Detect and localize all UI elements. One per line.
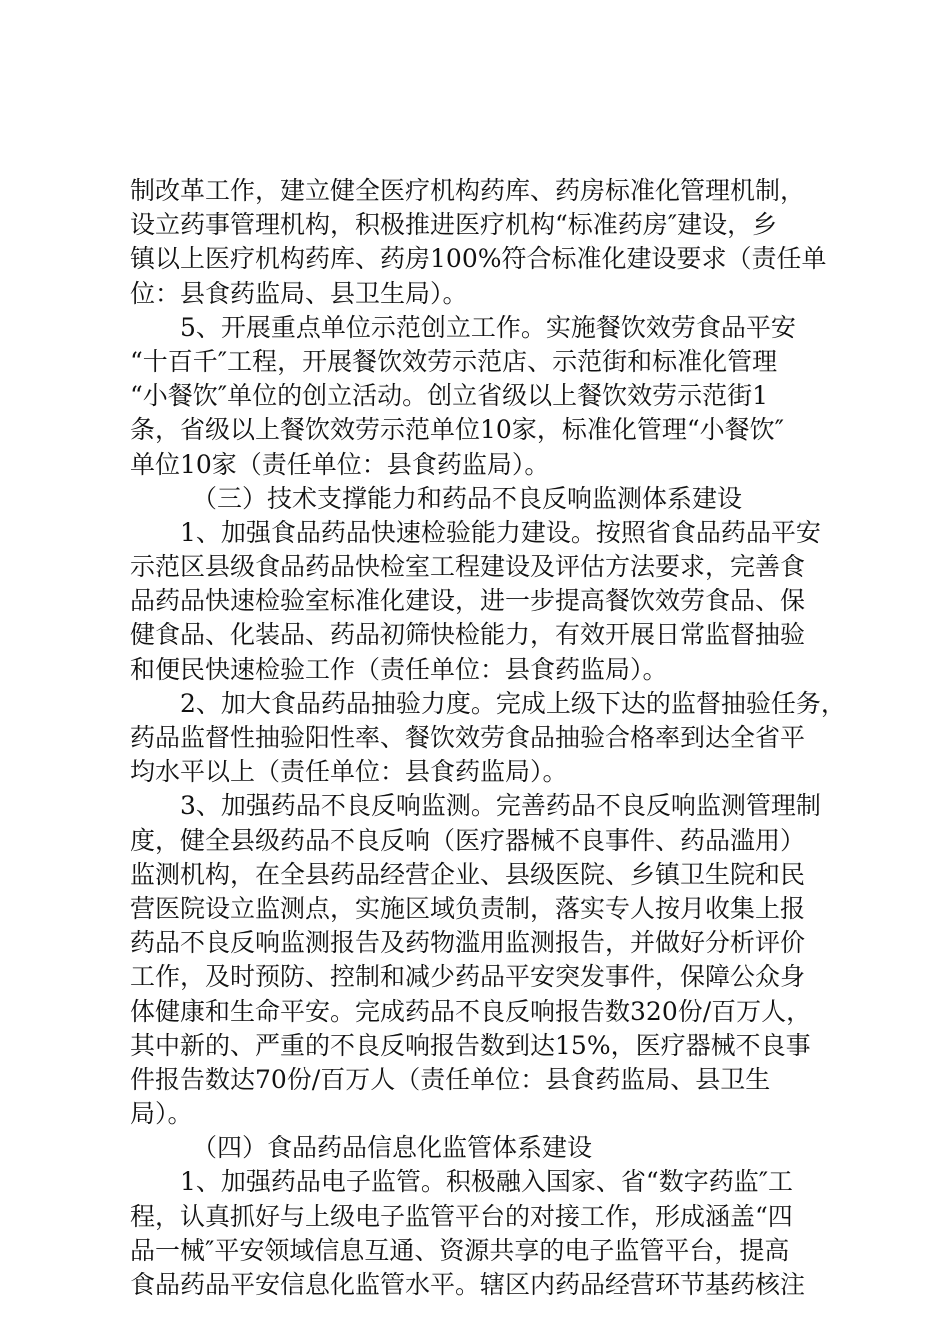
text-line: 局）。 — [130, 1099, 193, 1129]
text-line: 和便民快速检验工作（责任单位：县食药监局）。 — [130, 654, 668, 684]
text-line: 制改革工作，建立健全医疗机构药库、药房标准化管理机制， — [130, 176, 806, 205]
text-line: 1、加强药品电子监管。积极融入国家、省“数字药监″工 — [180, 1167, 794, 1197]
text-line: 镇以上医疗机构药库、药房100%符合标准化建设要求（责任单 — [130, 244, 827, 274]
text-line: 均水平以上（责任单位：县食药监局）。 — [130, 757, 568, 787]
text-line: 品一械″平安领域信息互通、资源共享的电子监管平台，提高 — [130, 1235, 790, 1265]
text-line: 程，认真抓好与上级电子监管平台的对接工作，形成涵盖“四 — [130, 1201, 793, 1231]
text-line: 体健康和生命平安。完成药品不良反响报告数320份/百万人， — [130, 996, 812, 1026]
text-line: “十百千″工程，开展餐饮效劳示范店、示范街和标准化管理 — [130, 346, 778, 376]
text-line: 营医院设立监测点，实施区域负责制，落实专人按月收集上报 — [130, 893, 806, 923]
text-line: 工作，及时预防、控制和减少药品平安突发事件，保障公众身 — [130, 962, 806, 992]
text-line: 度，健全县级药品不良反响（医疗器械不良事件、药品滥用） — [130, 825, 806, 855]
text-line: 1、加强食品药品快速检验能力建设。按照省食品药品平安 — [180, 517, 821, 547]
text-line: “小餐饮″单位的创立活动。创立省级以上餐饮效劳示范街1 — [130, 381, 769, 411]
text-line: 3、加强药品不良反响监测。完善药品不良反响监测管理制 — [180, 791, 821, 821]
text-line: 药品不良反响监测报告及药物滥用监测报告，并做好分析评价 — [130, 928, 806, 958]
text-line: 单位10家（责任单位：县食药监局）。 — [130, 449, 550, 479]
text-line: 条，省级以上餐饮效劳示范单位10家，标准化管理“小餐饮″ — [130, 415, 784, 445]
text-line: 2、加大食品药品抽验力度。完成上级下达的监督抽验任务， — [180, 688, 846, 718]
text-line: 品药品快速检验室标准化建设，进一步提高餐饮效劳食品、保 — [130, 586, 806, 616]
text-line: 位：县食药监局、县卫生局）。 — [130, 278, 468, 308]
text-line: 监测机构，在全县药品经营企业、县级医院、乡镇卫生院和民 — [130, 859, 806, 889]
section-heading: （四）食品药品信息化监管体系建设 — [192, 1133, 593, 1163]
text-line: 5、开展重点单位示范创立工作。实施餐饮效劳食品平安 — [180, 312, 796, 342]
text-line: 示范区县级食品药品快检室工程建设及评估方法要求，完善食 — [130, 552, 806, 582]
text-line: 药品监督性抽验阳性率、餐饮效劳食品抽验合格率到达全省平 — [130, 723, 806, 752]
text-line: 设立药事管理机构，积极推进医疗机构“标准药房″建设，乡 — [130, 210, 778, 240]
text-line: 食品药品平安信息化监管水平。辖区内药品经营环节基药核注 — [130, 1270, 806, 1299]
text-line: 其中新的、严重的不良反响报告数到达15%，医疗器械不良事 — [130, 1030, 811, 1060]
text-line: 健食品、化装品、药品初筛快检能力，有效开展日常监督抽验 — [130, 620, 806, 650]
document-body — [130, 174, 845, 1302]
section-heading: （三）技术支撑能力和药品不良反响监测体系建设 — [192, 483, 743, 513]
text-line: 件报告数达70份/百万人（责任单位：县食药监局、县卫生 — [130, 1064, 771, 1094]
